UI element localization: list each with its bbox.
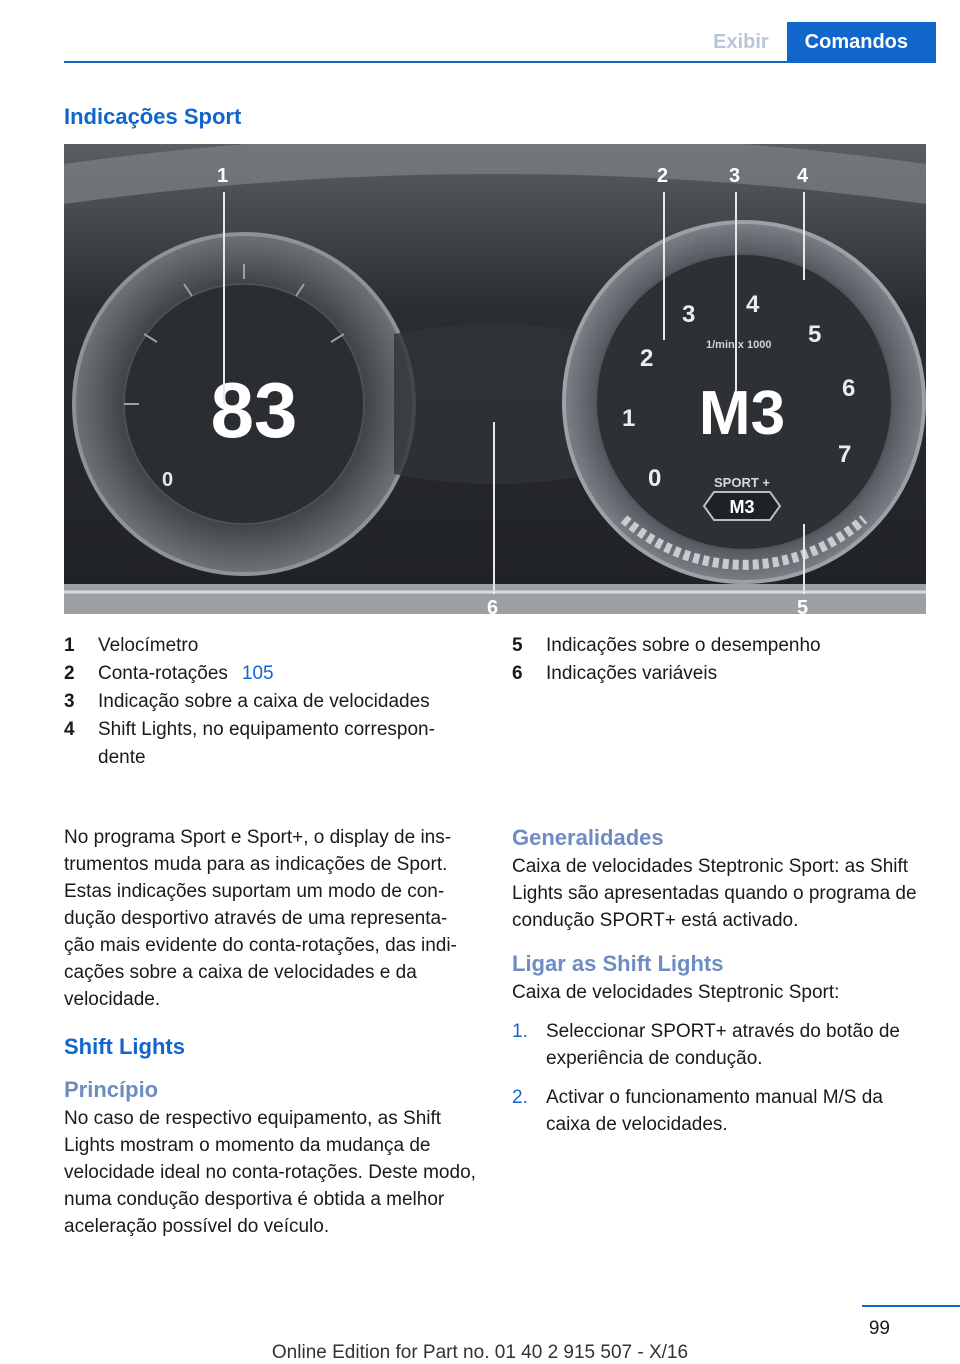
legend-item xyxy=(512,632,932,660)
step-item xyxy=(512,1018,932,1072)
svg-text:2: 2 xyxy=(640,345,654,372)
tab-exibir[interactable]: Exibir xyxy=(695,22,787,62)
legend-item xyxy=(64,688,474,716)
legend-item xyxy=(64,716,474,772)
page-number: 99 xyxy=(868,1318,890,1339)
instrument-cluster-figure xyxy=(64,144,926,614)
shift-lights-heading: Shift Lights xyxy=(64,1034,185,1059)
legend-right xyxy=(512,632,932,688)
gear-display: M3 xyxy=(698,379,786,448)
svg-text:5: 5 xyxy=(808,321,822,348)
svg-text:5: 5 xyxy=(797,597,809,614)
legend-left xyxy=(64,632,474,772)
mode-label: SPORT + xyxy=(714,475,770,490)
left-column xyxy=(64,824,478,1240)
legend-number: 1 xyxy=(64,635,75,656)
intro-paragraph: No programa Sport e Sport+, o display de ins‐trumentos muda para as indicações de Sport. Estas indicações suportam um modo de con‐dução desportivo através de uma representa‐ção mais evidente do conta-rotações, das indi‐cações sobre a caixa de velocidades e da velocidade. xyxy=(64,827,457,1010)
svg-text:7: 7 xyxy=(838,441,852,468)
step-text: Seleccionar SPORT+ através do botão de experiência de condução. xyxy=(546,1021,900,1069)
general-heading: Generalidades xyxy=(512,825,664,850)
legend-number: 5 xyxy=(512,635,523,656)
tab-comandos[interactable]: Comandos xyxy=(787,22,936,62)
section-title: Indicações Sport xyxy=(64,104,242,129)
svg-text:2: 2 xyxy=(657,165,669,187)
legend-text: Velocímetro xyxy=(98,635,199,656)
legend-text: Indicações sobre o desempenho xyxy=(546,635,821,656)
legend-number: 2 xyxy=(64,663,75,684)
svg-text:0: 0 xyxy=(648,465,662,492)
legend-text: Indicações variáveis xyxy=(546,663,718,684)
enable-paragraph: Caixa de velocidades Steptronic Sport: xyxy=(512,982,840,1003)
general-paragraph: Caixa de velocidades Steptronic Sport: as Shift Lights são apresentadas quando o programa de condução SPORT+ está activado. xyxy=(512,856,917,931)
rpm-unit: 1/min x 1000 xyxy=(706,339,772,351)
legend-text: Shift Lights, no equipamento correspon‐dente xyxy=(98,719,435,768)
step-number: 2. xyxy=(512,1087,528,1108)
svg-text:6: 6 xyxy=(842,375,856,402)
legend-item xyxy=(512,660,932,688)
legend-item xyxy=(64,632,474,660)
step-number: 1. xyxy=(512,1021,528,1042)
legend-item xyxy=(64,660,474,688)
svg-text:6: 6 xyxy=(487,597,499,614)
step-item xyxy=(512,1084,932,1138)
speed-readout: 83 xyxy=(210,366,298,454)
svg-text:4: 4 xyxy=(797,165,809,187)
svg-text:4: 4 xyxy=(746,291,760,318)
step-text: Activar o funcionamento manual M/S da caixa de velocidades. xyxy=(546,1087,883,1135)
svg-text:1: 1 xyxy=(622,405,636,432)
footer-edition: Online Edition for Part no. 01 40 2 915 507 - X/16 xyxy=(271,1342,689,1363)
right-column xyxy=(512,824,932,1138)
legend-text: Conta-rotações xyxy=(98,663,228,684)
principle-paragraph: No caso de respectivo equipamento, as Shift Lights mostram o momento da mudança de velocidade ideal no conta-rotações. Deste modo, numa condução desportiva é obtida a melhor aceleração possível do veículo. xyxy=(64,1108,476,1237)
header-divider xyxy=(64,61,936,63)
enable-heading: Ligar as Shift Lights xyxy=(512,951,724,976)
legend-number: 3 xyxy=(64,691,75,712)
header-tabs xyxy=(695,22,936,62)
legend-text: Indicação sobre a caixa de velocidades xyxy=(98,691,430,712)
legend-number: 6 xyxy=(512,663,523,684)
speed-scale-zero: 0 xyxy=(162,469,174,491)
svg-text:3: 3 xyxy=(729,165,741,187)
principle-heading: Princípio xyxy=(64,1077,159,1102)
legend-number: 4 xyxy=(64,719,75,740)
gear-badge: M3 xyxy=(729,497,755,517)
svg-text:3: 3 xyxy=(682,301,696,328)
page-number-rule xyxy=(862,1305,960,1307)
page-reference-link[interactable]: 105 xyxy=(241,663,274,684)
svg-text:1: 1 xyxy=(217,165,229,187)
